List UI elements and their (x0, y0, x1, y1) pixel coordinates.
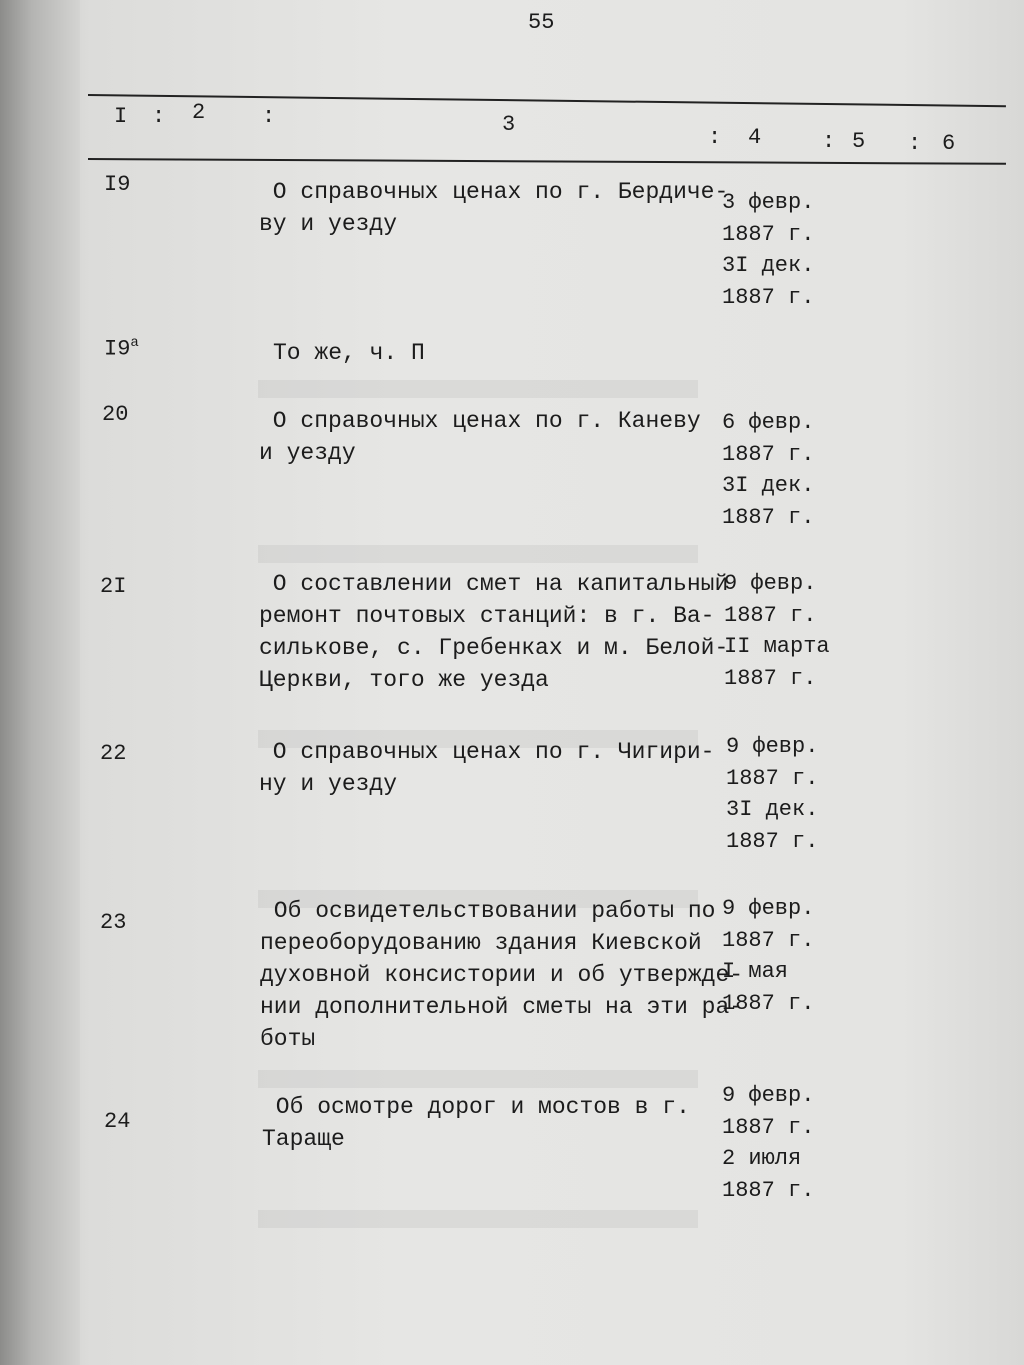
header-col-5: 5 (852, 129, 866, 154)
entry-dates: 9 февр. 1887 г. 2 июля 1887 г. (722, 1083, 815, 1203)
page-number: 55 (528, 10, 555, 35)
header-col-6: 6 (942, 131, 956, 156)
header-rule-top (88, 94, 1006, 107)
entry-title: То же, ч. П (273, 340, 425, 366)
entry-dates: 9 февр. 1887 г. II марта 1887 г. (724, 571, 830, 691)
entry-title: О справочных ценах по г. Каневу и уезду (259, 408, 701, 466)
header-separator: : (908, 131, 922, 156)
entry-title: О составлении смет на капитальный ремонт почтовых станций: в г. Ва- силькове, с. Гребенках и м. Белой- Церкви, того же уезда (259, 571, 729, 693)
header-col-4: 4 (748, 125, 762, 150)
header-separator: : (822, 129, 836, 154)
header-col-1: I (114, 104, 128, 129)
entry-number: I9 (104, 172, 131, 197)
header-col-2: 2 (192, 100, 206, 125)
entry-number: 24 (104, 1109, 131, 1134)
show-through-shadow (258, 1170, 698, 1228)
page-edge (0, 0, 80, 1365)
entry-dates: 3 февр. 1887 г. 3I дек. 1887 г. (722, 190, 815, 310)
header-separator: : (152, 104, 166, 129)
show-through-shadow (258, 505, 698, 563)
entry-number: 22 (100, 741, 127, 766)
entry-dates: 9 февр. 1887 г. I мая 1887 г. (722, 896, 815, 1016)
entry-number: 2I (100, 574, 127, 599)
header-separator: : (708, 125, 722, 150)
header-col-3: 3 (502, 112, 516, 137)
entry-title: О справочных ценах по г. Чигири- ну и уезду (259, 739, 715, 797)
header-rule-bottom (88, 158, 1006, 165)
entry-title: Об осмотре дорог и мостов в г. Тараще (262, 1094, 690, 1152)
entry-dates: 9 февр. 1887 г. 3I дек. 1887 г. (726, 734, 819, 854)
entry-number: 23 (100, 910, 127, 935)
entry-dates: 6 февр. 1887 г. 3I дек. 1887 г. (722, 410, 815, 530)
entry-number-main: I9 (104, 336, 131, 362)
entry-number: 20 (102, 402, 129, 427)
header-separator: : (262, 104, 276, 129)
entry-title: Об освидетельствовании работы по переоборудованию здания Киевской духовной консистории и об утвержде- нии дополнительной сметы на эти ра- боты (260, 898, 744, 1052)
entry-number (104, 335, 139, 361)
entry-number-suffix: а (130, 335, 139, 351)
entry-title: О справочных ценах по г. Бердиче- ву и уезду (259, 179, 729, 237)
